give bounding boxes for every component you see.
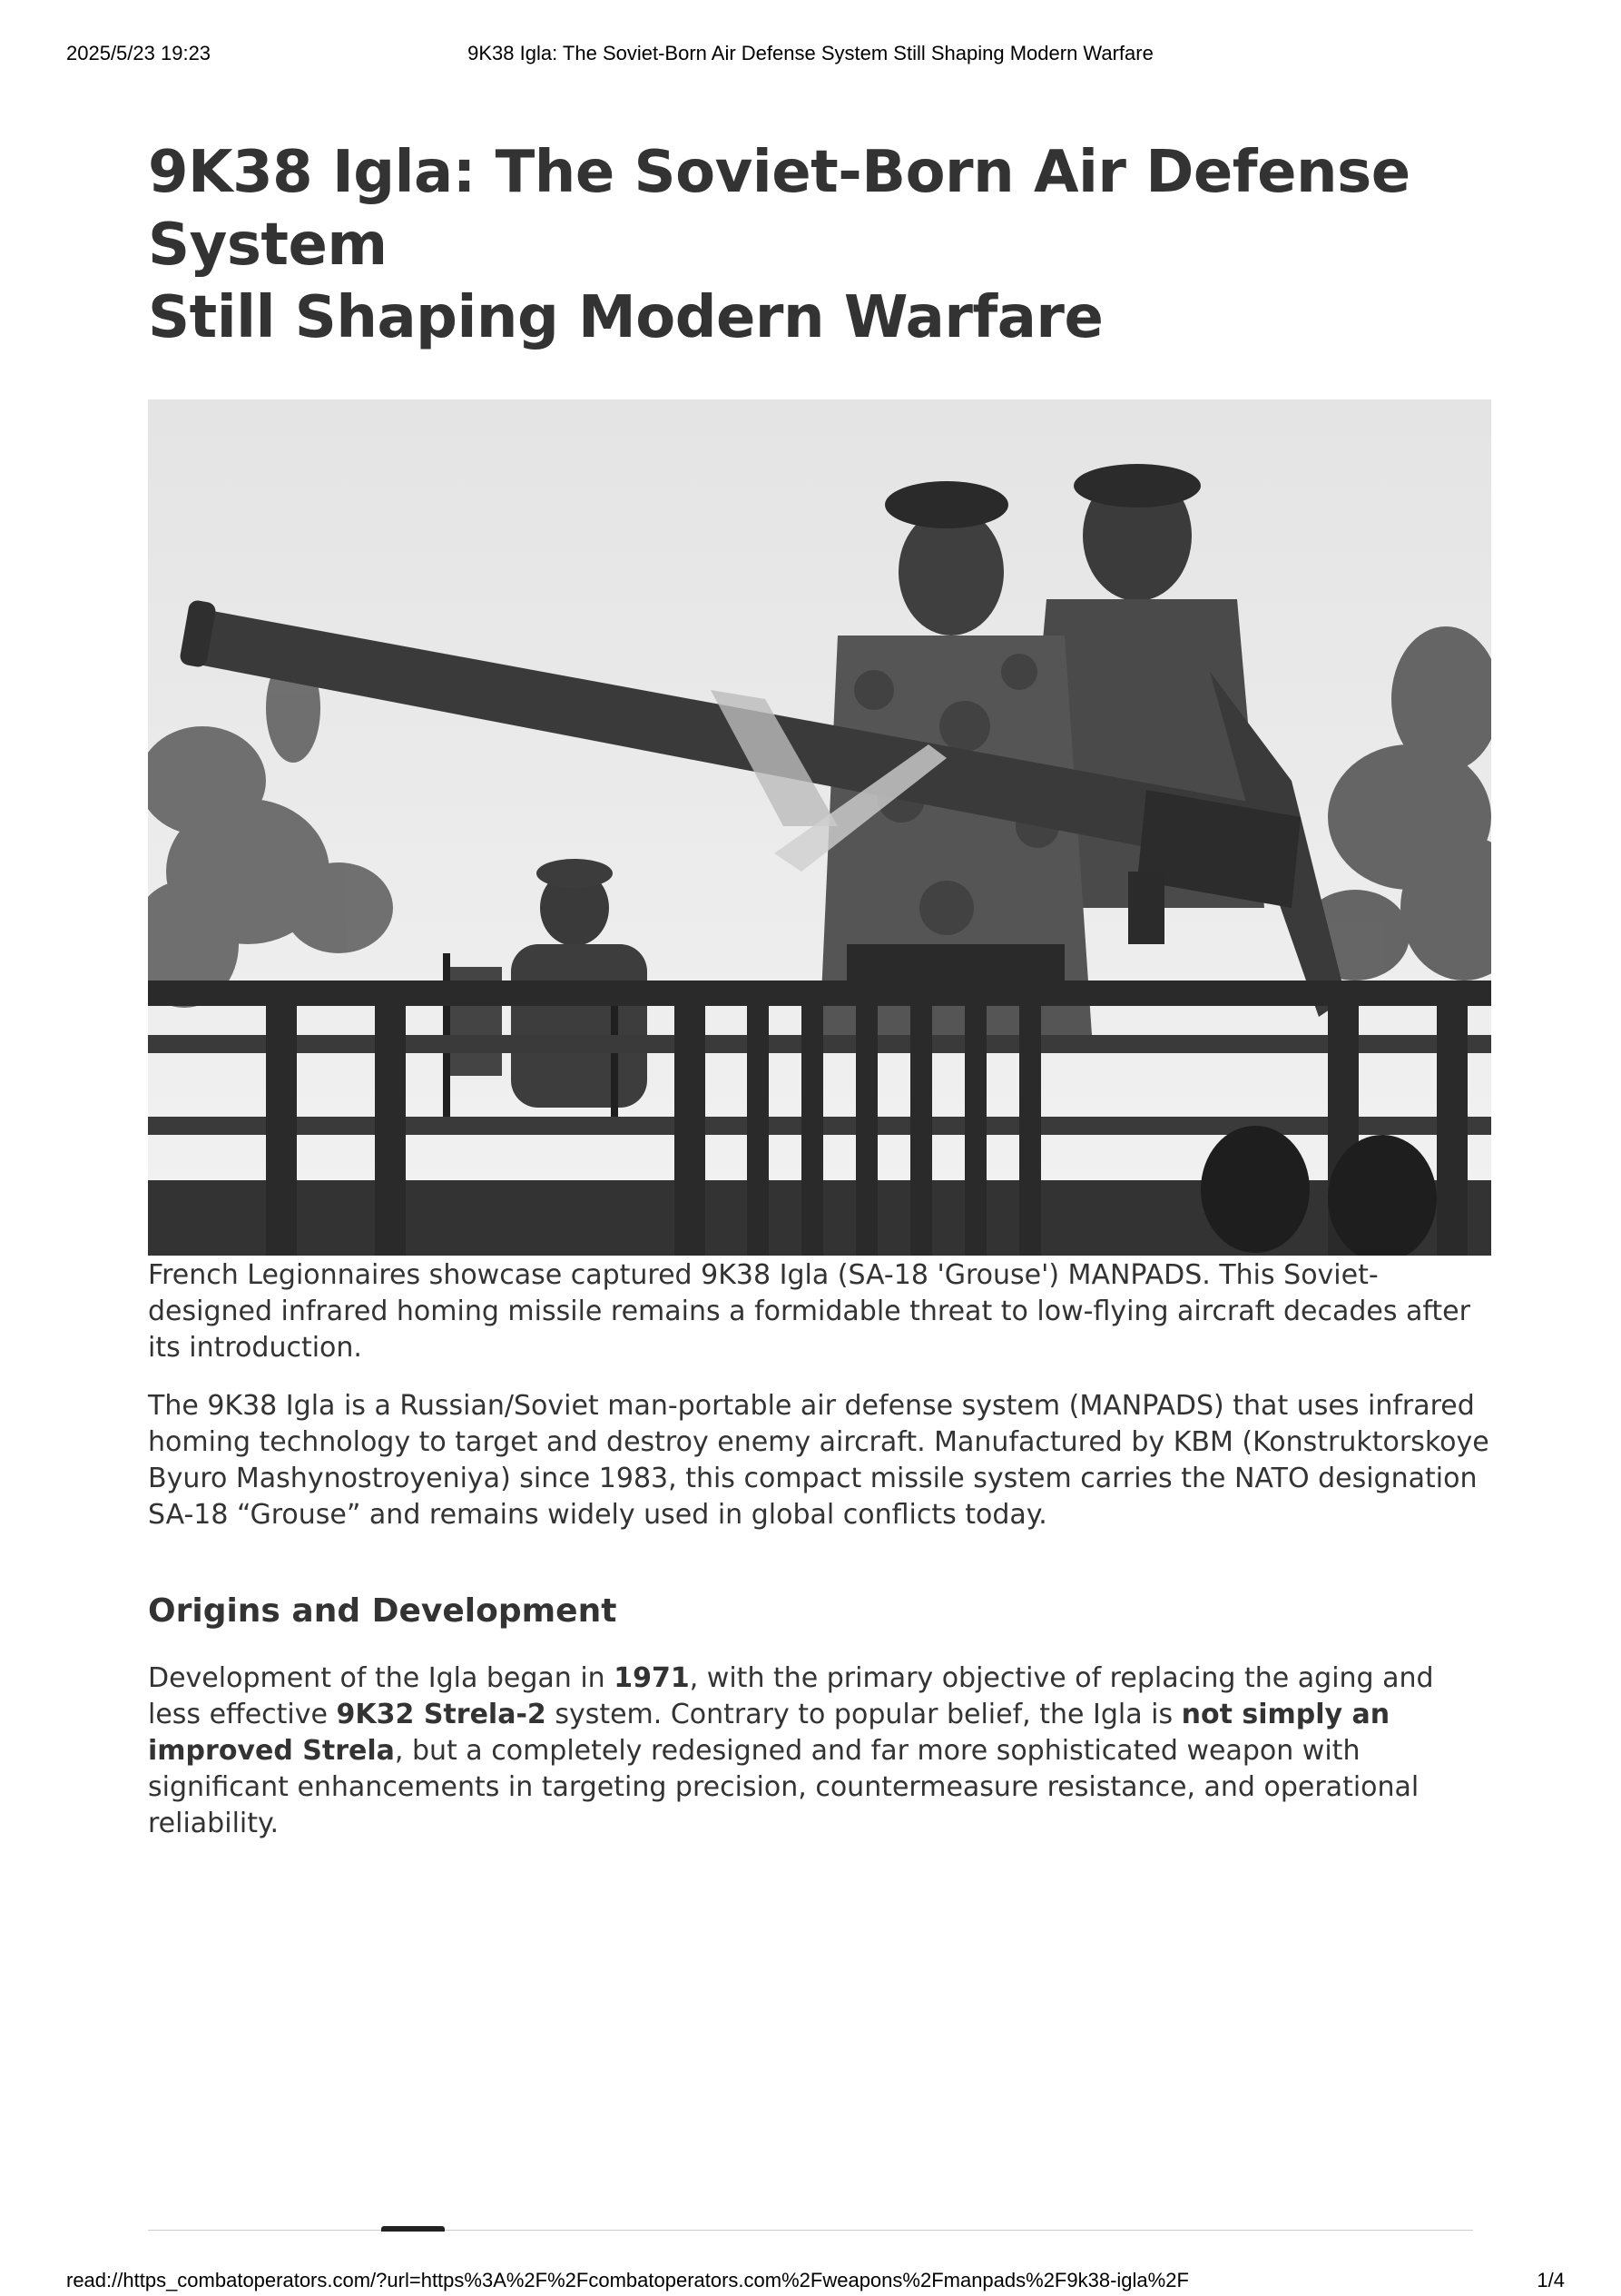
article-headline <box>148 136 1491 354</box>
next-image-edge <box>381 2226 445 2232</box>
figure-caption: French Legionnaires showcase captured 9K38 Igla (SA-18 'Grouse') MANPADS. This Soviet-designed infrared homing missile remains a formidable threat to low-flying aircraft decades after its introduction. <box>148 1259 1470 1364</box>
section-text-3: system. Contrary to popular belief, the Igla is <box>545 1699 1182 1730</box>
print-footer <box>0 2269 1621 2296</box>
headline-line-2: Still Shaping Modern Warfare <box>148 284 1104 351</box>
intro-paragraph: The 9K38 Igla is a Russian/Soviet man-portable air defense system (MANPADS) that uses infrared homing technology to target and destroy enemy aircraft. Manufactured by KBM (Konstruktorskoye Byuro Mashynostroyeniya) since 1983, this compact missile system carries the NATO designation SA-18 “Grouse” and remains widely used in global conflicts today. <box>148 1390 1489 1531</box>
bottom-divider <box>148 2230 1473 2231</box>
section-text-4: , but a completely redesigned and far more sophisticated weapon with significant enhancements in targeting precision, countermeasure resistance, and operational reliability. <box>148 1735 1420 1839</box>
section-paragraph <box>148 1660 1491 1842</box>
article <box>148 136 1491 1842</box>
section-text-2: , with the primary objective of replacing the aging and less effective <box>148 1662 1434 1730</box>
section-bold-strela: 9K32 Strela-2 <box>336 1699 546 1730</box>
headline-line-1: 9K38 Igla: The Soviet-Born Air Defense System <box>148 139 1410 279</box>
page-number: 1/4 <box>1537 2269 1565 2291</box>
photo-illustration <box>148 399 1491 1256</box>
print-date: 2025/5/23 19:23 <box>66 42 211 64</box>
section-bold-not-improved: not simply an improved Strela <box>148 1699 1390 1767</box>
print-header <box>0 42 1621 69</box>
section-text-1: Development of the Igla began in <box>148 1662 614 1694</box>
print-title: 9K38 Igla: The Soviet-Born Air Defense System Still Shaping Modern Warfare <box>467 42 1154 64</box>
print-url: read://https_combatoperators.com/?url=https%3A%2F%2Fcombatoperators.com%2Fweapons%2Fmanpads%2F9k38-igla%2F <box>66 2269 1189 2291</box>
article-photo <box>148 399 1491 1256</box>
section-bold-year: 1971 <box>614 1662 690 1694</box>
section-heading: Origins and Development <box>148 1592 617 1630</box>
